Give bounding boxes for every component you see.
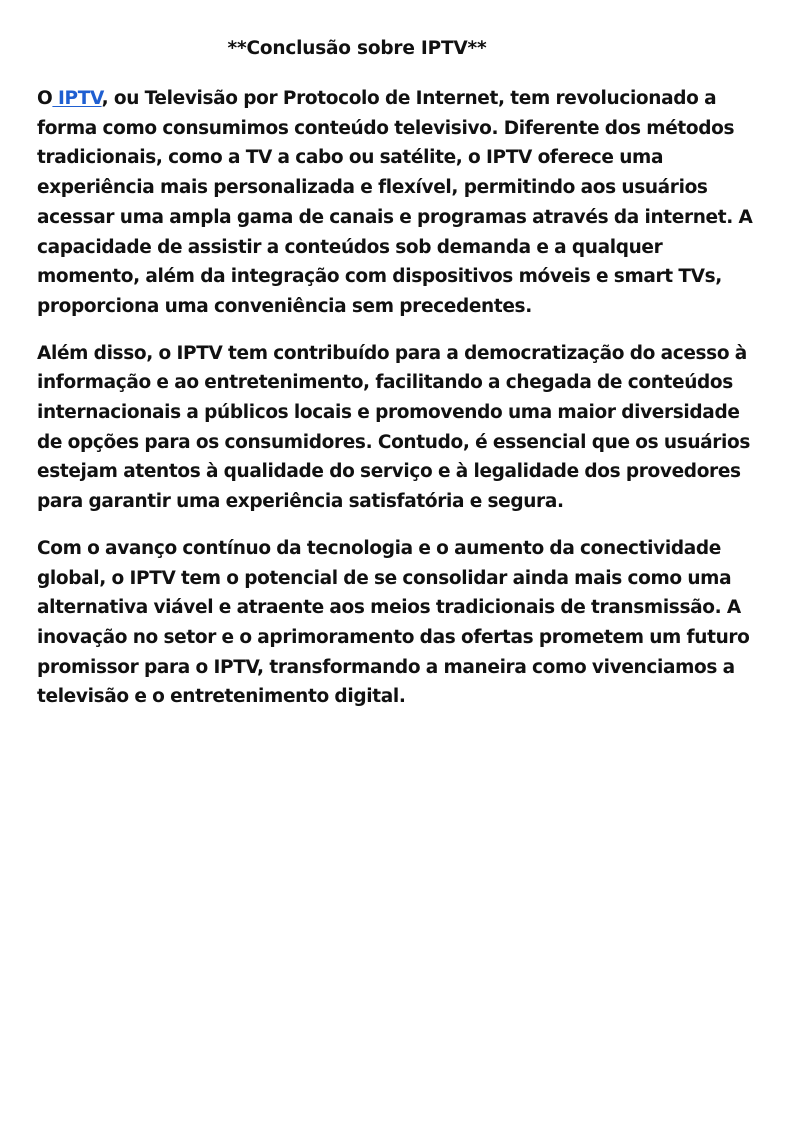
paragraph-1 (37, 84, 759, 322)
paragraph-2: Além disso, o IPTV tem contribuído para a democratização do acesso à informação e ao entretenimento, facilitando a chegada de conteúdos internacionais a públicos locais e promovendo uma maior diversidade de opções para os consumidores. Contudo, é essencial que os usuários estejam atentos à qualidade do serviço e à legalidade dos provedores para garantir uma experiência satisfatória e segura. (37, 342, 751, 513)
document-title: **Conclusão sobre IPTV** (227, 38, 487, 59)
paragraph-1-text: , ou Televisão por Protocolo de Internet, tem revolucionado a forma como consumimos conteúdo televisivo. Diferente dos métodos tradicionais, como a TV a cabo ou satélite, o IPTV oferece uma experiência mais personalizada e flexível, permitindo aos usuários acessar uma ampla gama de canais e programas através da internet. A capacidade de assistir a conteúdos sob demanda e a qualquer momento, além da integração com dispositivos móveis e smart TVs, proporciona uma conveniência sem precedentes. (37, 88, 753, 317)
paragraph-3: Com o avanço contínuo da tecnologia e o aumento da conectividade global, o IPTV tem o potencial de se consolidar ainda mais como uma alternativa viável e atraente aos meios tradicionais de transmissão. A inovação no setor e o aprimoramento das ofertas prometem um futuro promissor para o IPTV, transformando a maneira como vivenciamos a televisão e o entretenimento digital. (37, 537, 750, 708)
iptv-link[interactable]: IPTV (52, 88, 102, 109)
document-body (37, 84, 759, 729)
paragraph-1-prefix: O (37, 88, 53, 109)
